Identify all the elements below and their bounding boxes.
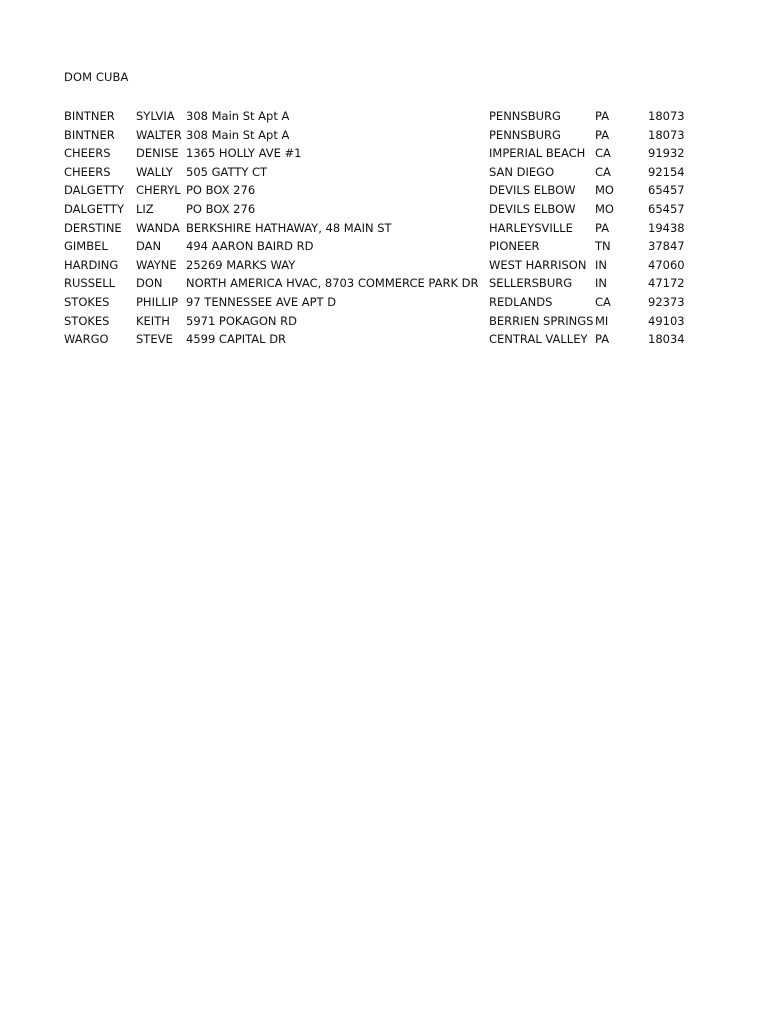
sheet-title: DOM CUBA — [64, 70, 129, 84]
city-cell: SELLERSBURG — [489, 276, 573, 291]
list-row — [0, 126, 768, 145]
first-name-cell: CHERYL — [136, 183, 181, 198]
last-name-cell: DERSTINE — [64, 220, 122, 235]
address-cell: PO BOX 276 — [186, 201, 256, 216]
state-cell: PA — [595, 109, 610, 123]
last-name-cell: GIMBEL — [64, 239, 108, 254]
state-cell: IN — [595, 257, 607, 272]
first-name-cell: WAYNE — [136, 257, 177, 272]
last-name-cell: WARGO — [64, 332, 109, 347]
address-cell: 505 GATTY CT — [186, 164, 268, 179]
last-name-cell: RUSSELL — [64, 276, 116, 291]
last-name-cell: CHEERS — [64, 146, 111, 161]
state-cell: MO — [595, 183, 614, 198]
city-cell: WEST HARRISON — [489, 257, 587, 272]
address-cell: 97 TENNESSEE AVE APT D — [186, 294, 337, 309]
state-cell: PA — [595, 332, 610, 347]
first-name-cell: WANDA — [136, 220, 180, 235]
first-name-cell: PHILLIP — [136, 294, 179, 309]
list-row — [0, 107, 768, 126]
zip-cell: 18073 — [648, 109, 685, 123]
address-cell: 308 Main St Apt A — [186, 127, 290, 142]
zip-cell: 49103 — [648, 313, 685, 328]
list-row — [0, 237, 768, 256]
state-cell: PA — [595, 220, 610, 235]
city-cell: DEVILS ELBOW — [489, 201, 576, 216]
zip-cell: 47172 — [648, 276, 685, 291]
zip-cell: 92154 — [648, 164, 685, 179]
list-row — [0, 144, 768, 163]
address-cell: 4599 CAPITAL DR — [186, 332, 287, 347]
zip-cell: 18034 — [648, 332, 685, 347]
first-name-cell: DENISE — [136, 146, 179, 161]
zip-cell: 19438 — [648, 220, 685, 235]
city-cell: HARLEYSVILLE — [489, 220, 573, 235]
first-name-cell: KEITH — [136, 313, 170, 328]
city-cell: CENTRAL VALLEY — [489, 332, 588, 347]
zip-cell: 18073 — [648, 127, 685, 142]
first-name-cell: LIZ — [136, 201, 154, 216]
zip-cell: 65457 — [648, 201, 685, 216]
list-row — [0, 256, 768, 275]
list-row — [0, 330, 768, 349]
address-cell: 308 Main St Apt A — [186, 109, 290, 123]
address-list — [0, 107, 768, 349]
state-cell: CA — [595, 146, 611, 161]
zip-cell: 65457 — [648, 183, 685, 198]
city-cell: REDLANDS — [489, 294, 553, 309]
list-row — [0, 200, 768, 219]
state-cell: PA — [595, 127, 610, 142]
address-cell: NORTH AMERICA HVAC, 8703 COMMERCE PARK DR — [186, 276, 479, 291]
address-cell: PO BOX 276 — [186, 183, 256, 198]
last-name-cell: STOKES — [64, 313, 110, 328]
address-cell: 5971 POKAGON RD — [186, 313, 297, 328]
list-row — [0, 312, 768, 331]
state-cell: CA — [595, 294, 611, 309]
list-row — [0, 274, 768, 293]
state-cell: MO — [595, 201, 614, 216]
first-name-cell: WALLY — [136, 164, 173, 179]
zip-cell: 37847 — [648, 239, 685, 254]
address-cell: BERKSHIRE HATHAWAY, 48 MAIN ST — [186, 220, 392, 235]
last-name-cell: DALGETTY — [64, 201, 124, 216]
city-cell: BERRIEN SPRINGS — [489, 313, 594, 328]
list-row — [0, 163, 768, 182]
first-name-cell: SYLVIA — [136, 109, 175, 123]
address-cell: 494 AARON BAIRD RD — [186, 239, 314, 254]
last-name-cell: STOKES — [64, 294, 110, 309]
zip-cell: 91932 — [648, 146, 685, 161]
first-name-cell: WALTER — [136, 127, 182, 142]
list-row — [0, 293, 768, 312]
first-name-cell: DAN — [136, 239, 162, 254]
last-name-cell: CHEERS — [64, 164, 111, 179]
city-cell: SAN DIEGO — [489, 164, 555, 179]
state-cell: MI — [595, 313, 609, 328]
last-name-cell: DALGETTY — [64, 183, 124, 198]
zip-cell: 92373 — [648, 294, 685, 309]
state-cell: TN — [595, 239, 611, 254]
last-name-cell: HARDING — [64, 257, 119, 272]
city-cell: IMPERIAL BEACH — [489, 146, 586, 161]
city-cell: PIONEER — [489, 239, 540, 254]
city-cell: PENNSBURG — [489, 109, 561, 123]
state-cell: CA — [595, 164, 611, 179]
first-name-cell: DON — [136, 276, 163, 291]
list-row — [0, 219, 768, 238]
city-cell: PENNSBURG — [489, 127, 561, 142]
zip-cell: 47060 — [648, 257, 685, 272]
address-cell: 1365 HOLLY AVE #1 — [186, 146, 302, 161]
last-name-cell: BINTNER — [64, 109, 115, 123]
state-cell: IN — [595, 276, 607, 291]
last-name-cell: BINTNER — [64, 127, 115, 142]
address-cell: 25269 MARKS WAY — [186, 257, 296, 272]
list-row — [0, 181, 768, 200]
first-name-cell: STEVE — [136, 332, 173, 347]
city-cell: DEVILS ELBOW — [489, 183, 576, 198]
